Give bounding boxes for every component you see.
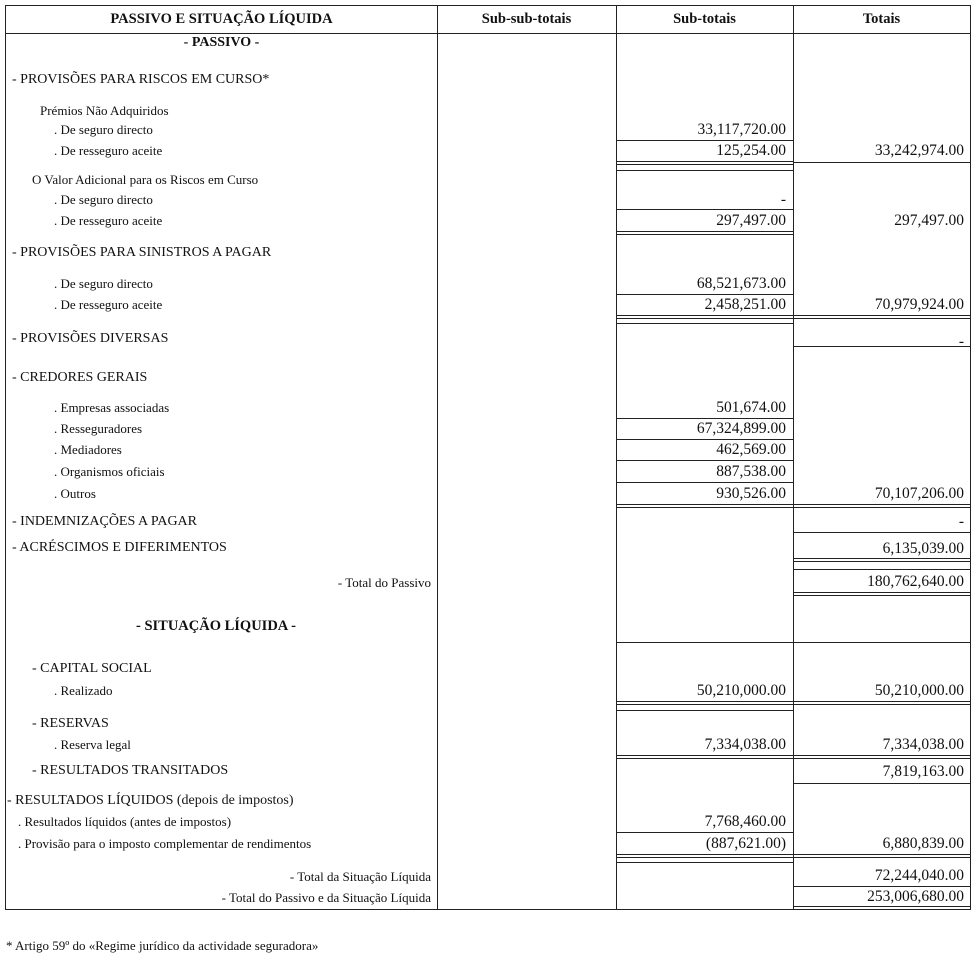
total-passivo-value: 180,762,640.00 xyxy=(867,573,964,590)
rule xyxy=(617,170,793,171)
rule xyxy=(617,504,793,508)
rule xyxy=(617,701,793,705)
provisao-label: . Provisão para o imposto complementar de rendimentos xyxy=(18,836,312,851)
column-divider xyxy=(793,6,794,909)
credores-item-label: . Resseguradores xyxy=(54,421,143,436)
rule xyxy=(617,460,793,461)
indemnizacoes-total: - xyxy=(958,513,964,530)
rule xyxy=(794,886,970,887)
antes-impostos-subtotal: 7,768,460.00 xyxy=(704,813,786,830)
rule xyxy=(617,140,793,141)
rule xyxy=(794,592,970,596)
header-divider xyxy=(6,33,970,34)
reserva-legal-subtotal: 7,334,038.00 xyxy=(704,736,786,753)
reservas-title: - RESERVAS xyxy=(32,716,109,731)
premios-label: Prémios Não Adquiridos xyxy=(40,103,169,118)
sinistros-directo-subtotal: 68,521,673.00 xyxy=(696,275,786,292)
column-divider xyxy=(616,6,617,909)
rule xyxy=(794,755,970,759)
section-title-situacao: - SITUAÇÃO LÍQUIDA - xyxy=(136,618,296,634)
credores-item-subtotal: 67,324,899.00 xyxy=(696,420,786,437)
total-situacao-value: 72,244,040.00 xyxy=(874,867,964,884)
column-divider xyxy=(437,6,438,909)
credores-item-subtotal: 930,526.00 xyxy=(716,485,786,502)
rule xyxy=(617,482,793,483)
diversas-total: - xyxy=(958,333,964,350)
rule xyxy=(617,832,793,833)
rule xyxy=(617,231,793,235)
rule xyxy=(794,315,970,319)
rule xyxy=(617,755,793,759)
riscos-title: - PROVISÕES PARA RISCOS EM CURSO* xyxy=(12,72,270,87)
rule xyxy=(794,558,970,562)
acrescimos-title: - ACRÉSCIMOS E DIFERIMENTOS xyxy=(12,540,227,555)
realizado-total: 50,210,000.00 xyxy=(874,682,964,699)
rule xyxy=(794,504,970,508)
adicional-aceite-subtotal: 297,497.00 xyxy=(716,212,786,229)
rule xyxy=(617,439,793,440)
sinistros-aceite-label: . De resseguro aceite xyxy=(54,297,163,312)
rule xyxy=(617,323,793,324)
rule xyxy=(794,906,970,910)
premios-directo-subtotal: 33,117,720.00 xyxy=(697,121,786,138)
grand-total-label: - Total do Passivo e da Situação Líquida xyxy=(221,890,431,905)
premios-directo-label: . De seguro directo xyxy=(54,122,153,137)
rule xyxy=(617,209,793,210)
sinistros-title: - PROVISÕES PARA SINISTROS A PAGAR xyxy=(12,245,272,260)
rule xyxy=(794,854,970,858)
rule xyxy=(617,642,970,643)
credores-total: 70,107,206.00 xyxy=(874,485,964,502)
credores-item-label: . Organismos oficiais xyxy=(54,464,165,479)
provisao-subtotal: (887,621.00) xyxy=(705,835,786,852)
header-description: PASSIVO E SITUAÇÃO LÍQUIDA xyxy=(110,11,333,27)
realizado-subtotal: 50,210,000.00 xyxy=(696,682,786,699)
adicional-directo-label: . De seguro directo xyxy=(54,192,153,207)
credores-item-subtotal: 501,674.00 xyxy=(716,399,786,416)
adicional-directo-subtotal: - xyxy=(780,191,786,208)
premios-aceite-subtotal: 125,254.00 xyxy=(716,142,786,159)
premios-total: 33,242,974.00 xyxy=(874,142,964,159)
rule xyxy=(617,315,793,319)
footnote: * Artigo 59º do «Regime jurídico da actividade seguradora» xyxy=(6,938,319,953)
rule xyxy=(794,162,970,163)
rule xyxy=(794,532,970,533)
credores-item-subtotal: 887,538.00 xyxy=(716,463,786,480)
sinistros-total: 70,979,924.00 xyxy=(874,296,964,313)
rule xyxy=(617,862,793,863)
total-passivo-label: - Total do Passivo xyxy=(337,575,431,590)
sinistros-directo-label: . De seguro directo xyxy=(54,276,153,291)
credores-item-label: . Mediadores xyxy=(54,442,122,457)
credores-item-label: . Empresas associadas xyxy=(54,400,170,415)
acrescimos-total: 6,135,039.00 xyxy=(882,540,964,557)
rule xyxy=(617,418,793,419)
adicional-aceite-label: . De resseguro aceite xyxy=(54,213,163,228)
header-sub-totals: Sub-totais xyxy=(673,11,736,27)
adicional-total: 297,497.00 xyxy=(894,212,964,229)
premios-aceite-label: . De resseguro aceite xyxy=(54,143,163,158)
rule xyxy=(617,710,793,711)
section-title-passivo: - PASSIVO - xyxy=(183,35,260,50)
capital-title: - CAPITAL SOCIAL xyxy=(32,661,152,676)
rule xyxy=(794,783,970,784)
liquidos-total: 6,880,839.00 xyxy=(882,835,964,852)
rule xyxy=(617,294,793,295)
header-totals: Totais xyxy=(862,11,901,27)
credores-title: - CREDORES GERAIS xyxy=(12,370,148,385)
total-situacao-label: - Total da Situação Líquida xyxy=(289,869,431,884)
rule xyxy=(794,569,970,570)
rule xyxy=(617,854,793,858)
rule xyxy=(794,701,970,705)
diversas-title: - PROVISÕES DIVERSAS xyxy=(12,331,169,346)
liquidos-title: - RESULTADOS LÍQUIDOS (depois de impostos) xyxy=(7,793,294,808)
transitados-total: 7,819,163.00 xyxy=(882,763,964,780)
indemnizacoes-title: - INDEMNIZAÇÕES A PAGAR xyxy=(12,514,198,529)
balance-sheet-table xyxy=(5,5,971,910)
antes-impostos-label: . Resultados líquidos (antes de impostos) xyxy=(18,814,232,829)
realizado-label: . Realizado xyxy=(54,683,113,698)
adicional-label: O Valor Adicional para os Riscos em Curso xyxy=(32,172,259,187)
reserva-legal-total: 7,334,038.00 xyxy=(882,736,964,753)
transitados-title: - RESULTADOS TRANSITADOS xyxy=(32,763,229,778)
credores-item-label: . Outros xyxy=(54,486,96,501)
sinistros-aceite-subtotal: 2,458,251.00 xyxy=(704,296,786,313)
grand-total-value: 253,006,680.00 xyxy=(867,888,964,905)
reserva-legal-label: . Reserva legal xyxy=(54,737,131,752)
header-sub-sub-totals: Sub-sub-totais xyxy=(481,11,572,27)
credores-item-subtotal: 462,569.00 xyxy=(716,441,786,458)
rule xyxy=(617,161,793,165)
